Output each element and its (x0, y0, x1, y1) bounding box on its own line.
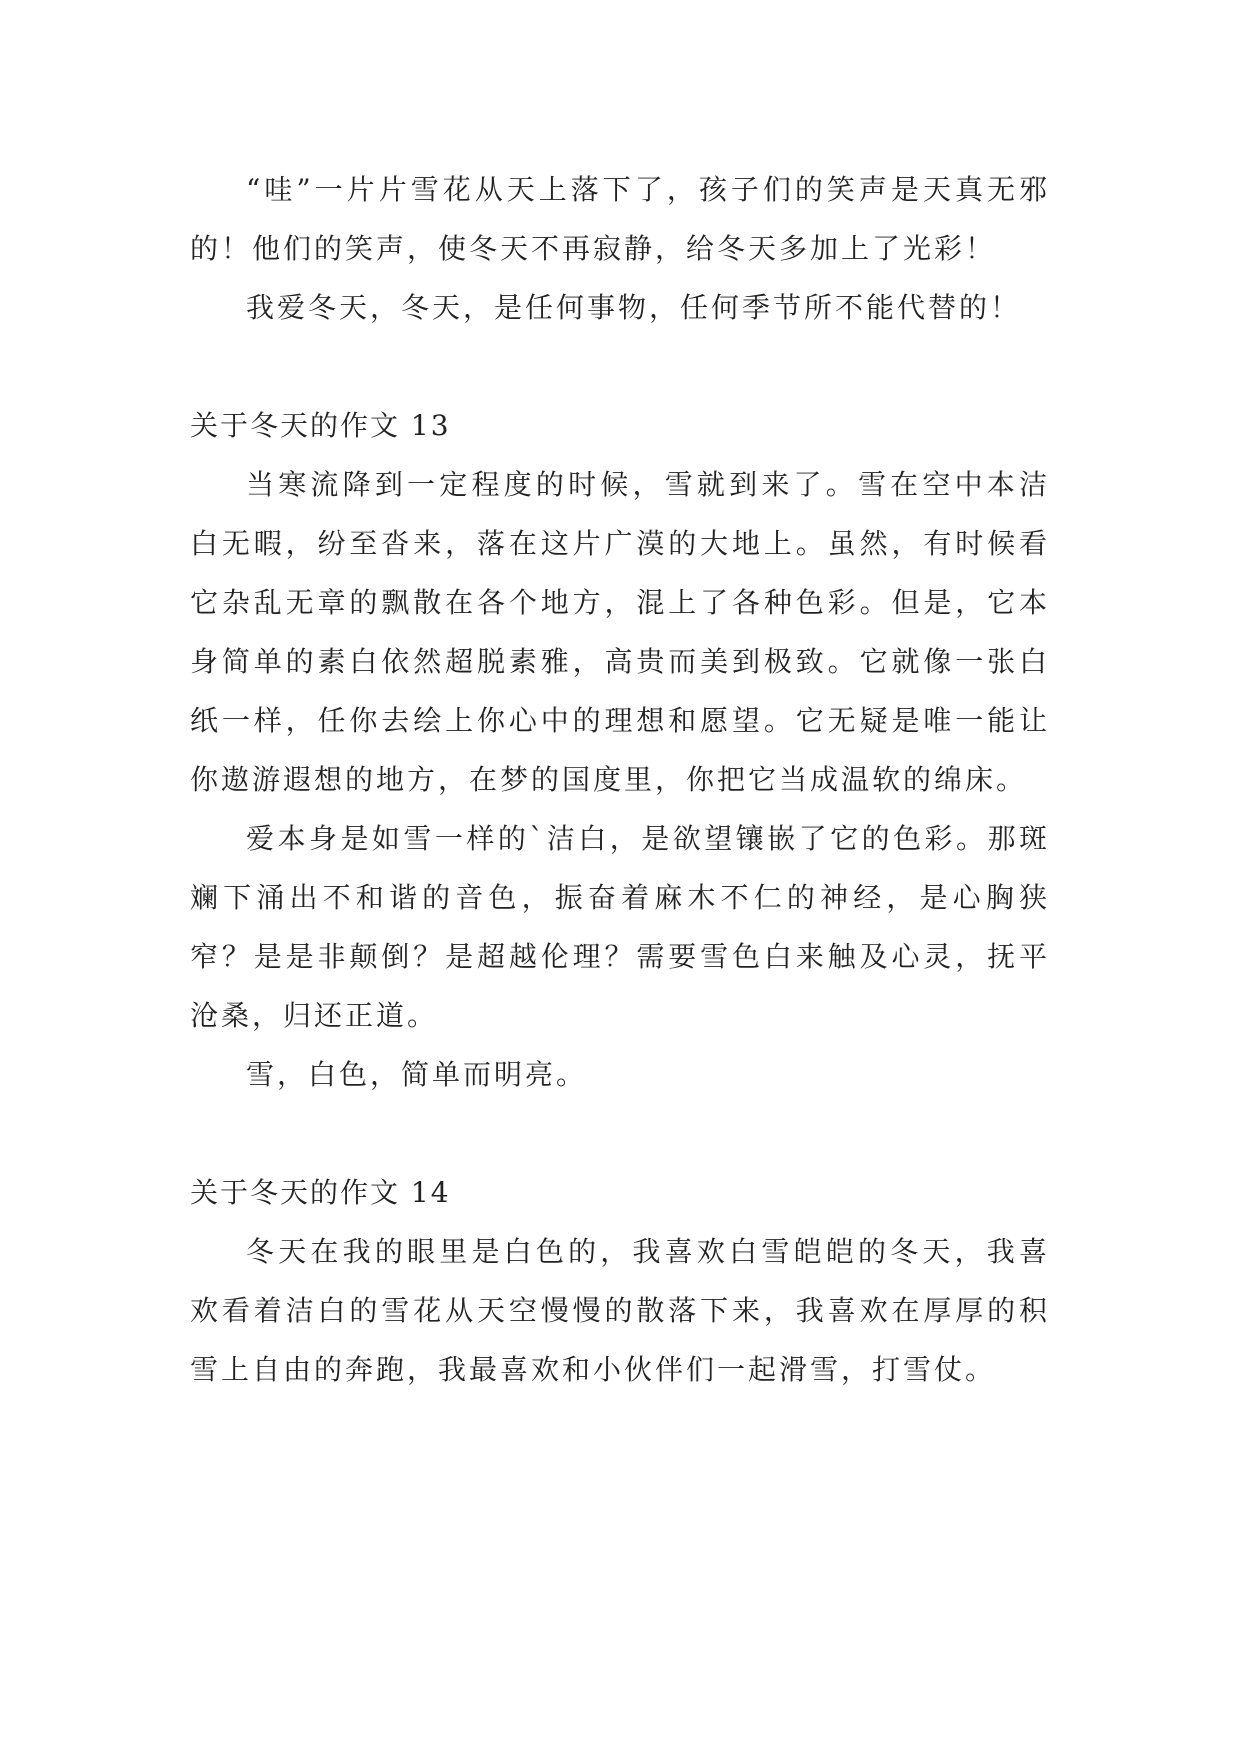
paragraph: 爱本身是如雪一样的`洁白，是欲望镶嵌了它的色彩。那斑斓下涌出不和谐的音色，振奋着麻木不仁的神经，是心胸狭窄？是是非颠倒？是超越伦理？需要雪色白来触及心灵，抚平沧桑，归还正道。 (190, 822, 1050, 1032)
paragraph: 冬天在我的眼里是白色的，我喜欢白雪皑皑的冬天，我喜欢看着洁白的雪花从天空慢慢的散落下来，我喜欢在厚厚的积雪上自由的奔跑，我最喜欢和小伙伴们一起滑雪，打雪仗。 (190, 1235, 1050, 1386)
paragraph: 雪，白色，简单而明亮。 (246, 1058, 588, 1091)
paragraph: 当寒流降到一定程度的时候，雪就到来了。雪在空中本洁白无暇，纷至沓来，落在这片广漠的大地上。虽然，有时候看它杂乱无章的飘散在各个地方，混上了各种色彩。但是，它本身简单的素白依然超脱素雅，高贵而美到极致。它就像一张白纸一样，任你去绘上你心中的理想和愿望。它无疑是唯一能让你遨游遐想的地方，在梦的国度里，你把它当成温软的绵床。 (190, 468, 1050, 796)
spacer (190, 1104, 1050, 1163)
section-heading: 关于冬天的作文 14 (190, 1176, 451, 1209)
section-heading: 关于冬天的作文 13 (190, 409, 451, 442)
paragraph: “哇”一片片雪花从天上落下了，孩子们的笑声是天真无邪的！他们的笑声，使冬天不再寂静，给冬天多加上了光彩！ (190, 173, 1050, 265)
document-body (190, 160, 1050, 1399)
paragraph: 我爱冬天，冬天，是任何事物，任何季节所不能代替的！ (246, 291, 1022, 324)
spacer (190, 337, 1050, 396)
